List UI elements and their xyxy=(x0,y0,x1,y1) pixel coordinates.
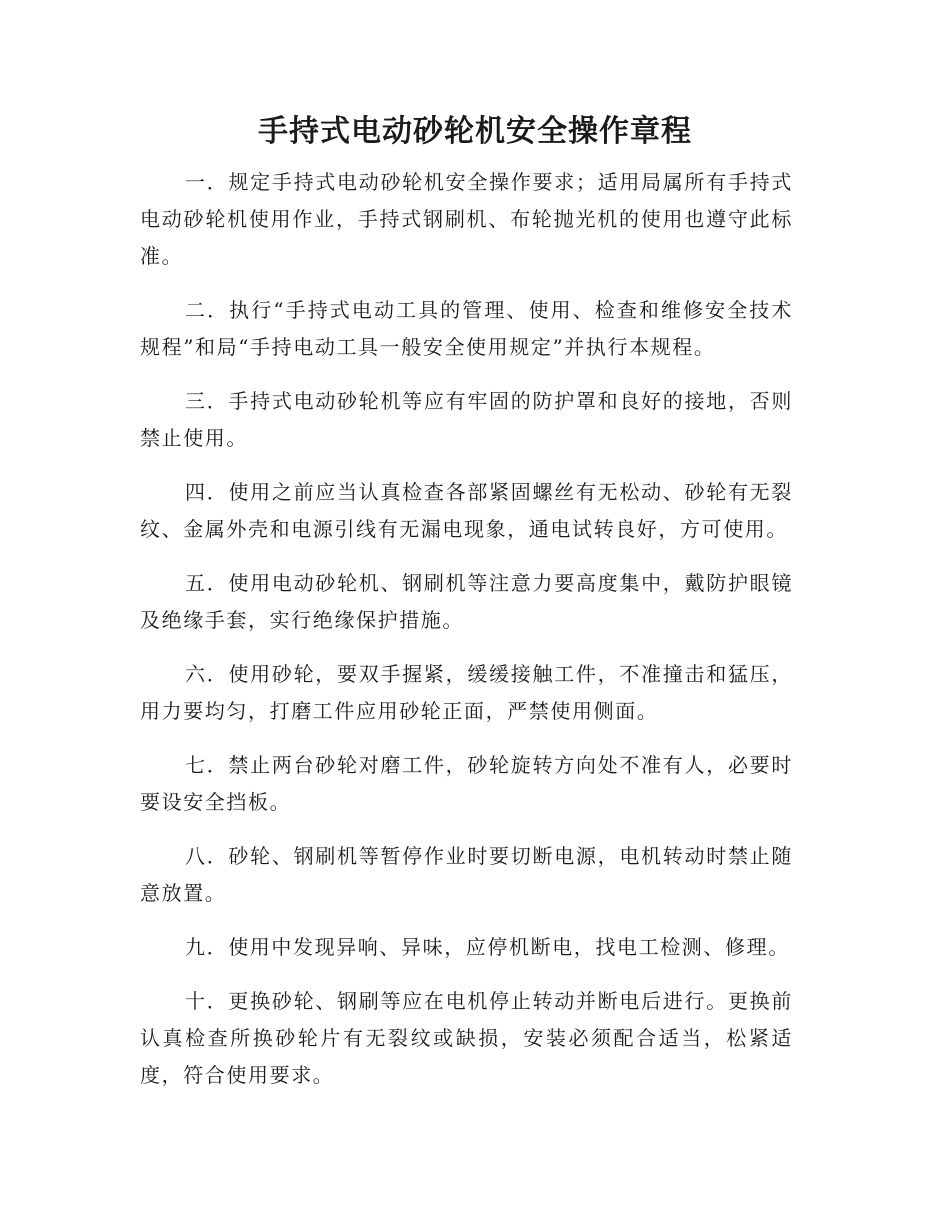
paragraph-6: 六．使用砂轮，要双手握紧，缓缓接触工件，不准撞击和猛压，用力要均匀，打磨工件应用砂轮正面，严禁使用侧面。 xyxy=(140,662,793,723)
paragraph-9: 九．使用中发现异响、异味，应停机断电，找电工检测、修理。 xyxy=(185,935,790,959)
paragraph-8: 八．砂轮、钢刷机等暂停作业时要切断电源，电机转动时禁止随意放置。 xyxy=(140,844,793,905)
paragraph-4: 四．使用之前应当认真检查各部紧固螺丝有无松动、砂轮有无裂纹、金属外壳和电源引线有无漏电现象，通电试转良好，方可使用。 xyxy=(140,480,793,541)
paragraph-7: 七．禁止两台砂轮对磨工件，砂轮旋转方向处不准有人，必要时要设安全挡板。 xyxy=(140,753,793,814)
paragraph-10: 十．更换砂轮、钢刷等应在电机停止转动并断电后进行。更换前认真检查所换砂轮片有无裂纹或缺损，安装必须配合适当，松紧适度，符合使用要求。 xyxy=(140,989,793,1087)
document-body xyxy=(140,164,793,1111)
paragraph-5: 五．使用电动砂轮机、钢刷机等注意力要高度集中，戴防护眼镜及绝缘手套，实行绝缘保护措施。 xyxy=(140,571,793,632)
paragraph-2: 二．执行“手持式电动工具的管理、使用、检查和维修安全技术规程”和局“手持电动工具一般安全使用规定”并执行本规程。 xyxy=(140,298,793,359)
document-title: 手持式电动砂轮机安全操作章程 xyxy=(258,114,692,149)
paragraph-3: 三．手持式电动砂轮机等应有牢固的防护罩和良好的接地，否则禁止使用。 xyxy=(140,389,793,450)
paragraph-1: 一．规定手持式电动砂轮机安全操作要求；适用局属所有手持式电动砂轮机使用作业，手持式钢刷机、布轮抛光机的使用也遵守此标准。 xyxy=(140,170,793,268)
